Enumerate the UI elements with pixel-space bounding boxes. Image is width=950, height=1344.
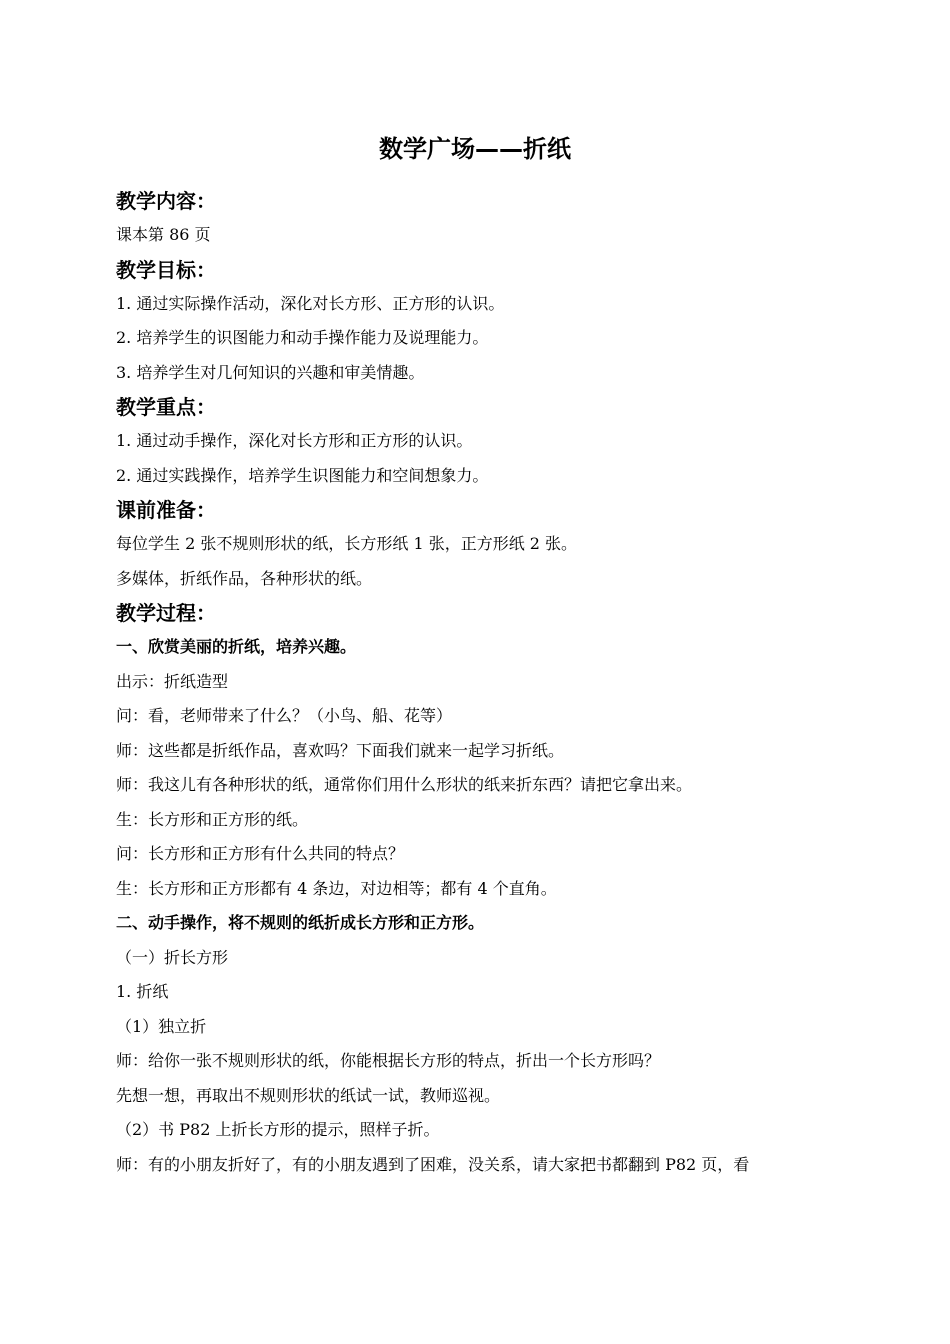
- paragraph-line: 生：长方形和正方形都有 4 条边，对边相等；都有 4 个直角。: [116, 878, 557, 898]
- paragraph-line: 问：看，老师带来了什么？（小鸟、船、花等）: [116, 706, 453, 725]
- section-heading-preparation: 课前准备：: [116, 498, 216, 522]
- section-heading-process: 教学过程：: [116, 601, 216, 625]
- list-item: 2. 培养学生的识图能力和动手操作能力及说理能力。: [116, 328, 489, 347]
- paragraph-line: （一）折长方形: [116, 947, 229, 967]
- list-item: 1. 通过动手操作，深化对长方形和正方形的认识。: [116, 431, 473, 450]
- subsection-heading: 一、欣赏美丽的折纸，培养兴趣。: [116, 637, 357, 656]
- list-item: 2. 通过实践操作，培养学生识图能力和空间想象力。: [116, 465, 489, 485]
- page-title: 数学广场——折纸: [379, 135, 571, 163]
- paragraph-line: 每位学生 2 张不规则形状的纸，长方形纸 1 张，正方形纸 2 张。: [116, 534, 578, 553]
- section-heading-key-points: 教学重点：: [116, 395, 216, 419]
- paragraph-line: 师：这些都是折纸作品，喜欢吗？下面我们就来一起学习折纸。: [116, 740, 565, 760]
- paragraph-line: 师：我这儿有各种形状的纸，通常你们用什么形状的纸来折东西？请把它拿出来。: [116, 775, 693, 794]
- paragraph-line: （2）书 P82 上折长方形的提示，照样子折。: [116, 1120, 440, 1139]
- document-body: [116, 184, 846, 1182]
- paragraph-line: 生：长方形和正方形的纸。: [116, 809, 309, 829]
- section-heading-content: 教学内容：: [116, 189, 216, 213]
- section-heading-objectives: 教学目标：: [116, 257, 216, 282]
- paragraph-line: 师：有的小朋友折好了，有的小朋友遇到了困难，没关系，请大家把书都翻到 P82 页，看: [116, 1154, 750, 1174]
- paragraph-line: 课本第 86 页: [116, 225, 211, 244]
- paragraph-line: 问：长方形和正方形有什么共同的特点？: [116, 844, 405, 863]
- paragraph-line: 出示：折纸造型: [116, 671, 229, 691]
- paragraph-line: （1）独立折: [116, 1016, 207, 1036]
- paragraph-line: 1. 折纸: [116, 982, 169, 1001]
- list-item: 3. 培养学生对几何知识的兴趣和审美情趣。: [116, 362, 425, 382]
- paragraph-line: 先想一想，再取出不规则形状的纸试一试，教师巡视。: [116, 1085, 501, 1105]
- paragraph-line: 多媒体，折纸作品，各种形状的纸。: [116, 568, 373, 588]
- list-item: 1. 通过实际操作活动，深化对长方形、正方形的认识。: [116, 293, 505, 313]
- subsection-heading: 二、动手操作，将不规则的纸折成长方形和正方形。: [116, 913, 485, 932]
- paragraph-line: 师：给你一张不规则形状的纸，你能根据长方形的特点，折出一个长方形吗？: [116, 1051, 661, 1070]
